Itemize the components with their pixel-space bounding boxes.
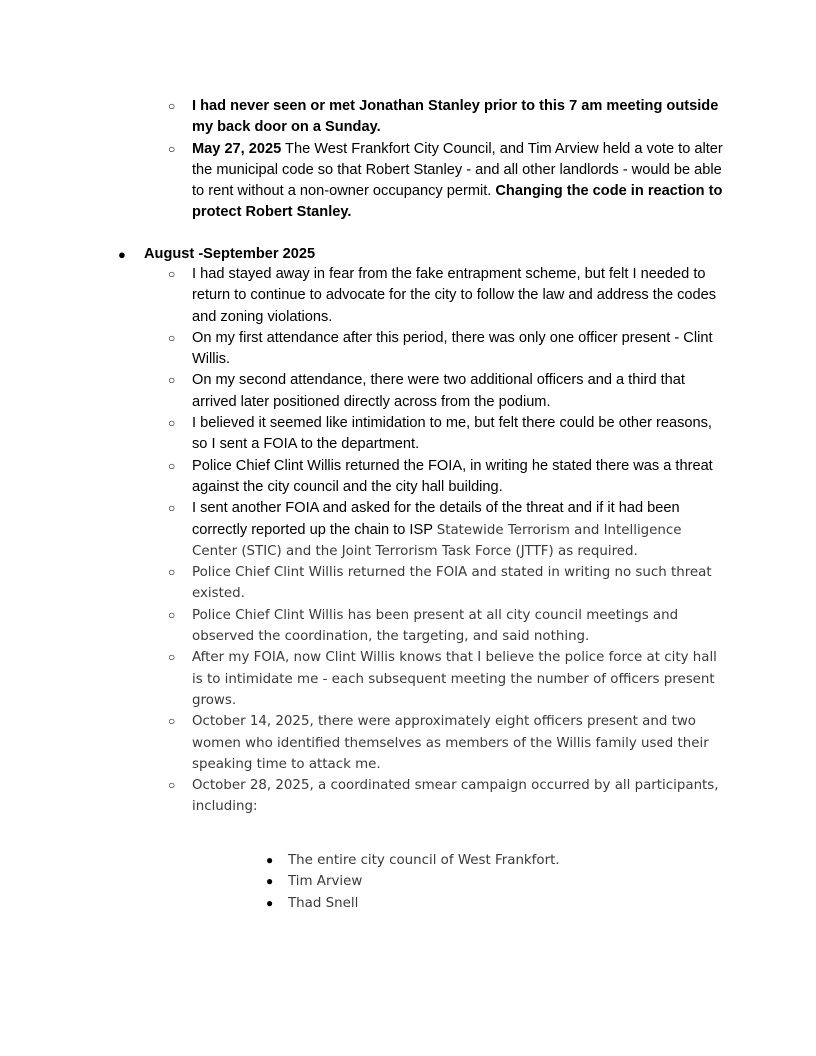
list-item-text: On my second attendance, there were two additional officers and a third that arrived later positioned directly across from the podium. (192, 372, 685, 410)
hollow-bullet-icon: ○ (168, 373, 176, 388)
list-item-text: Police Chief Clint Willis has been present at all city council meetings and observed the coordination, the targeting, and said nothing. (192, 607, 679, 645)
list-item-text: Police Chief Clint Willis returned the FOIA and stated in writing no such threat existed. (192, 565, 712, 602)
list-item-emphasis: Changing the code in reaction to protect Robert Stanley. (192, 183, 723, 221)
hollow-bullet-icon: ○ (168, 267, 176, 281)
hollow-bullet-icon: ○ (168, 99, 176, 113)
list-item-text: I believed it seemed like intimidation to me, but felt there could be other reasons, so I sent a FOIA to the department. (192, 415, 712, 453)
section-heading: August -September 2025 (144, 246, 316, 262)
participants-list (266, 850, 708, 914)
filled-bullet-icon: ● (118, 247, 126, 262)
list-item (168, 96, 732, 139)
section-heading-item (118, 244, 744, 265)
hollow-bullet-icon: ○ (168, 330, 176, 345)
list-item (168, 498, 722, 562)
list-item (266, 871, 708, 892)
filled-bullet-icon: ● (266, 853, 274, 867)
list-item (168, 413, 722, 456)
list-item-text: The entire city council of West Frankfort. (288, 853, 560, 868)
list-item-text: Thad Snell (288, 895, 359, 911)
hollow-bullet-icon: ○ (168, 714, 176, 729)
list-item (168, 328, 722, 371)
list-item (168, 647, 722, 711)
hollow-bullet-icon: ○ (168, 458, 176, 473)
section-list (168, 264, 722, 818)
hollow-bullet-icon: ○ (168, 565, 176, 580)
list-item-text: October 28, 2025, a coordinated smear campaign occurred by all participants, including: (192, 778, 719, 815)
hollow-bullet-icon: ○ (168, 650, 176, 665)
list-item-text: I sent another FOIA and asked for the details of the threat and if it had been correctly reported up the chain to ISP (192, 500, 680, 538)
list-item (266, 850, 708, 871)
list-item (266, 893, 708, 914)
filled-bullet-icon: ● (266, 874, 274, 889)
hollow-bullet-icon: ○ (168, 141, 176, 156)
list-item (168, 264, 722, 328)
list-item (168, 711, 722, 775)
list-item-text: I had never seen or met Jonathan Stanley prior to this 7 am meeting outside my back door on a Sunday. (192, 98, 719, 136)
list-item (168, 605, 722, 648)
filled-bullet-icon: ● (266, 895, 274, 910)
list-item-text: I had stayed away in fear from the fake entrapment scheme, but felt I needed to return to continue to advocate for the city to follow the law and address the codes and zoning violations. (192, 266, 717, 325)
hollow-bullet-icon: ○ (168, 778, 176, 793)
list-item-text: After my FOIA, now Clint Willis knows that I believe the police force at city hall is to intimidate me - each subsequent meeting the number of officers present grows. (192, 650, 717, 708)
list-item-text: On my first attendance after this period, there was only one officer present - Clint Willis. (192, 329, 713, 368)
list-item (168, 775, 722, 818)
list-item-text: The West Frankfort City Council, and Tim Arview held a vote to alter the municipal code so that Robert Stanley - and all other landlords - would be able to rent without a non-owner occupancy permit. (192, 140, 723, 200)
list-item (168, 370, 722, 413)
list-item-text-continued: Statewide Terrorism and Intelligence Center (STIC) and the Joint Terrorism Task Force (JTTF) as required. (192, 522, 682, 559)
list-item-text: Police Chief Clint Willis returned the FOIA, in writing he stated there was a threat against the city council and the city hall building. (192, 457, 713, 495)
list-item-text: Tim Arview (288, 874, 363, 890)
list-item (168, 139, 732, 224)
hollow-bullet-icon: ○ (168, 416, 176, 431)
list-item (168, 562, 722, 605)
intro-list (168, 96, 732, 224)
list-item (168, 456, 722, 499)
list-item-date: May 27, 2025 (192, 140, 282, 157)
list-item-text: October 14, 2025, there were approximately eight officers present and two women who identified themselves as members of the Willis family used their speaking time to attack me. (192, 714, 709, 772)
hollow-bullet-icon: ○ (168, 501, 176, 516)
hollow-bullet-icon: ○ (168, 607, 176, 622)
